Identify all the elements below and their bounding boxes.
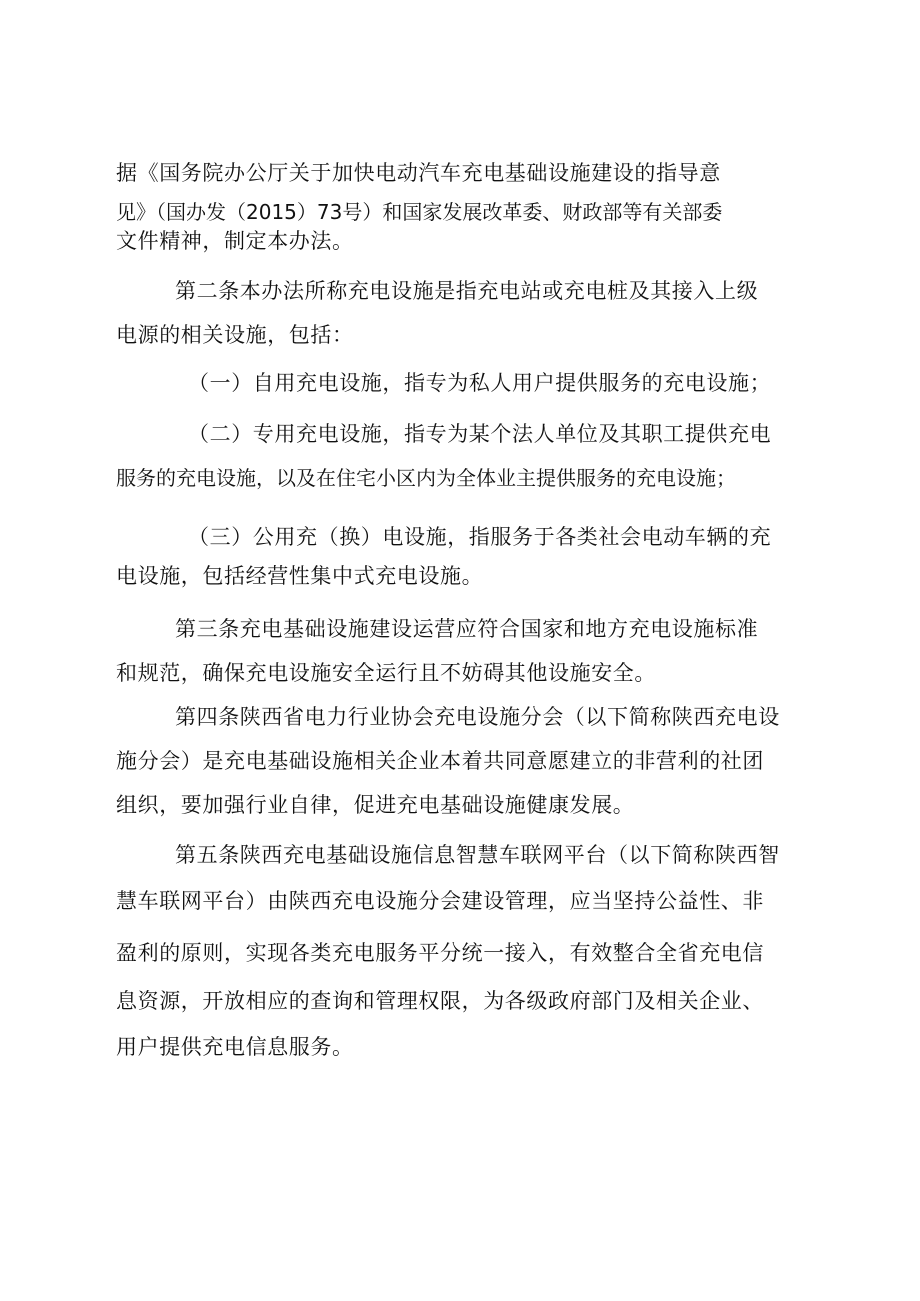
- text-line-14: 施分会）是充电基础设施相关企业本着共同意愿建立的非营利的社团: [116, 749, 764, 773]
- text-line-20: 用户提供充电信息服务。: [116, 1035, 354, 1059]
- text-line-9: （三）公用充（换）电设施，指服务于各类社会电动车辆的充: [188, 525, 772, 549]
- text-line-12: 和规范，确保充电设施安全运行且不妨碍其他设施安全。: [116, 661, 656, 685]
- text-line-1: 据《国务院办公厅关于加快电动汽车充电基础设施建设的指导意: [116, 161, 721, 185]
- text-line-6: （一）自用充电设施，指专为私人用户提供服务的充电设施；: [188, 371, 772, 395]
- text-line-2: 见》（国办发（2015）73号）和国家发展改革委、财政部等有关部委: [116, 200, 723, 224]
- text-line-7: （二）专用充电设施，指专为某个法人单位及其职工提供充电: [188, 422, 772, 446]
- text-line-8: 服务的充电设施，以及在住宅小区内为全体业主提供服务的充电设施；: [116, 466, 736, 490]
- text-line-5: 电源的相关设施，包括：: [116, 323, 354, 347]
- text-line-15: 组织，要加强行业自律，促进充电基础设施健康发展。: [116, 793, 635, 817]
- text-line-16: 第五条陕西充电基础设施信息智慧车联网平台（以下简称陕西智: [175, 843, 780, 867]
- text-line-19: 息资源，开放相应的查询和管理权限，为各级政府部门及相关企业、: [116, 989, 764, 1013]
- text-line-13: 第四条陕西省电力行业协会充电设施分会（以下简称陕西充电设: [175, 705, 780, 729]
- text-line-4: 第二条本办法所称充电设施是指充电站或充电桩及其接入上级: [175, 279, 759, 303]
- text-line-17: 慧车联网平台）由陕西充电设施分会建设管理，应当坚持公益性、非: [116, 889, 764, 913]
- text-line-11: 第三条充电基础设施建设运营应符合国家和地方充电设施标准: [175, 617, 759, 641]
- text-line-3: 文件精神，制定本办法。: [116, 229, 354, 253]
- text-line-18: 盈利的原则，实现各类充电服务平分统一接入，有效整合全省充电信: [116, 941, 764, 965]
- text-line-10: 电设施，包括经营性集中式充电设施。: [116, 564, 484, 588]
